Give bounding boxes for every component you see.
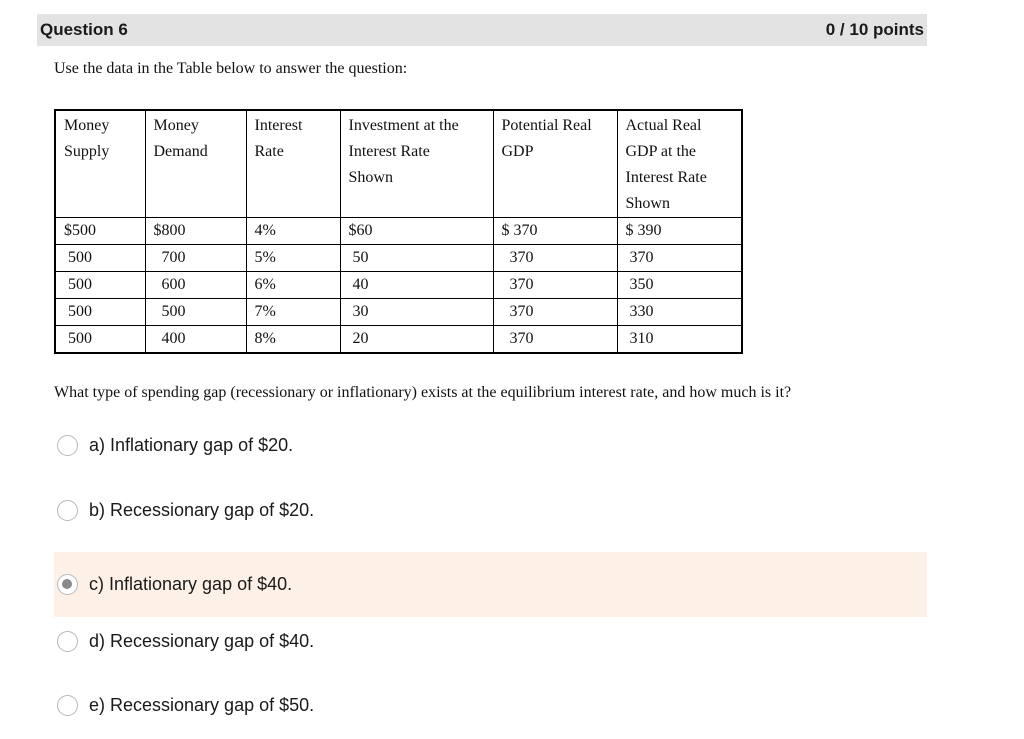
table-cell: 400 [145, 326, 246, 353]
table-cell: 370 [493, 245, 617, 272]
radio-button-checked-icon[interactable] [57, 574, 78, 595]
option-label: b) Recessionary gap of $20. [89, 500, 315, 520]
header-line: Interest Rate [348, 143, 430, 160]
header-line: GDP [501, 143, 534, 160]
header-line: GDP at the [625, 143, 697, 160]
table-cell: 7% [246, 299, 340, 326]
table-cell: 700 [145, 245, 246, 272]
data-table [54, 109, 743, 354]
header-money-supply [55, 110, 145, 218]
table-cell: 40 [340, 272, 493, 299]
header-line: Potential Real [501, 117, 592, 134]
table-cell: $800 [145, 218, 246, 245]
header-line: Rate [254, 143, 284, 160]
table-cell: 500 [55, 272, 145, 299]
question-header [37, 14, 927, 46]
table-cell: 8% [246, 326, 340, 353]
header-line: Shown [625, 195, 670, 212]
radio-button-icon[interactable] [57, 500, 78, 521]
option-label: d) Recessionary gap of $40. [89, 631, 315, 651]
header-interest-rate [246, 110, 340, 218]
table-cell: 5% [246, 245, 340, 272]
header-line: Actual Real [625, 117, 702, 134]
header-investment [340, 110, 493, 218]
table-cell: 500 [145, 299, 246, 326]
option-label: e) Recessionary gap of $50. [89, 695, 315, 715]
header-line: Investment at the [348, 117, 459, 134]
option-e[interactable] [54, 673, 927, 738]
table-cell: $60 [340, 218, 493, 245]
table-cell: 500 [55, 245, 145, 272]
radio-button-icon[interactable] [57, 631, 78, 652]
table-cell: 4% [246, 218, 340, 245]
table-cell: 500 [55, 299, 145, 326]
table-cell: 330 [617, 299, 742, 326]
header-line: Shown [348, 169, 393, 186]
table-cell: $ 390 [617, 218, 742, 245]
table-row [55, 218, 742, 245]
option-label: a) Inflationary gap of $20. [89, 435, 294, 455]
table-cell: 370 [493, 272, 617, 299]
header-line: Demand [153, 143, 208, 160]
table-cell: 50 [340, 245, 493, 272]
header-line: Money [64, 117, 110, 134]
table-cell: 30 [340, 299, 493, 326]
table-row [55, 245, 742, 272]
table-cell: 370 [493, 326, 617, 353]
option-b[interactable] [54, 478, 927, 543]
header-potential-gdp [493, 110, 617, 218]
table-row [55, 272, 742, 299]
instruction-text: Use the data in the Table below to answer the question: [54, 60, 408, 77]
table-cell: 6% [246, 272, 340, 299]
table-cell: 310 [617, 326, 742, 353]
table-cell: 350 [617, 272, 742, 299]
option-c[interactable] [54, 552, 927, 617]
option-label: c) Inflationary gap of $40. [89, 574, 293, 594]
table-cell: $500 [55, 218, 145, 245]
table-row [55, 299, 742, 326]
option-d[interactable] [54, 609, 927, 674]
table-header-row [55, 110, 742, 218]
question-points: 0 / 10 points [825, 20, 924, 39]
header-money-demand [145, 110, 246, 218]
table-cell: 20 [340, 326, 493, 353]
table-row [55, 326, 742, 353]
header-line: Interest [254, 117, 303, 134]
radio-button-icon[interactable] [57, 435, 78, 456]
question-prompt: What type of spending gap (recessionary or inflationary) exists at the equilibrium interest rate, and how much is it? [54, 384, 792, 401]
option-a[interactable] [54, 413, 927, 478]
table-cell: 370 [617, 245, 742, 272]
header-actual-gdp [617, 110, 742, 218]
header-line: Interest Rate [625, 169, 707, 186]
table-cell: 600 [145, 272, 246, 299]
table-cell: 500 [55, 326, 145, 353]
header-line: Money [153, 117, 199, 134]
question-title: Question 6 [40, 20, 128, 39]
table-cell: $ 370 [493, 218, 617, 245]
table-cell: 370 [493, 299, 617, 326]
radio-button-icon[interactable] [57, 695, 78, 716]
header-line: Supply [64, 143, 110, 160]
